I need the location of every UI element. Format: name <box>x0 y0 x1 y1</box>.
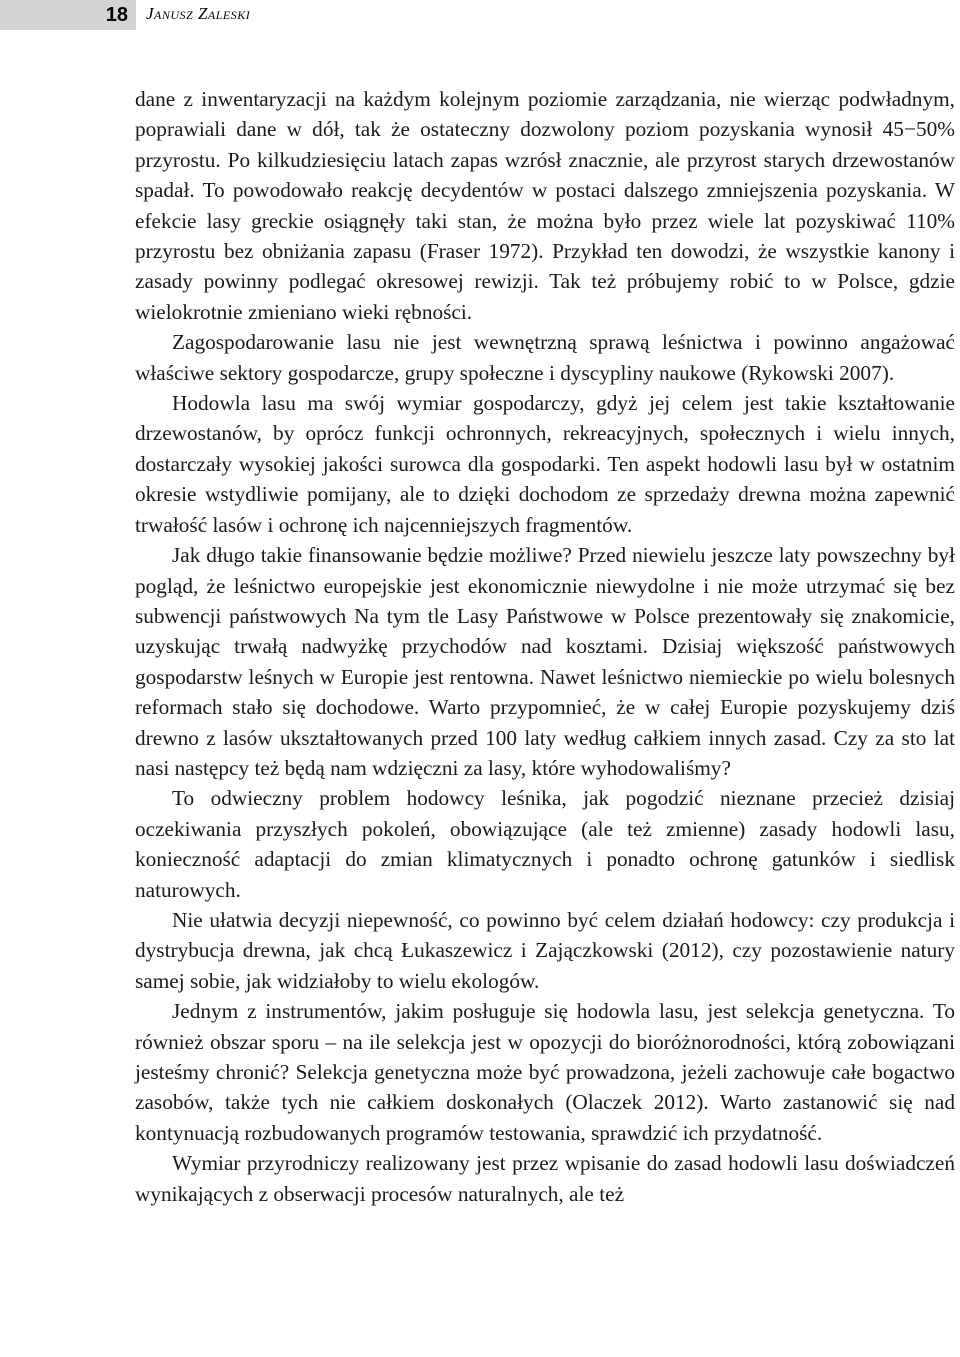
paragraph: To odwieczny problem hodowcy leśnika, jak pogodzić nieznane przecież dzisiaj oczekiwania przyszłych pokoleń, obowiązujące (ale też zmienne) zasady hodowli lasu, konieczność adaptacji do zmian klimatycznych i ponadto ochronę gatunków i siedlisk naturowych. <box>135 786 955 902</box>
paragraph: Zagospodarowanie lasu nie jest wewnętrzną sprawą leśnictwa i powinno angażować właściwe sektory gospodarcze, grupy społeczne i dyscypliny naukowe (Rykowski 2007). <box>135 330 955 385</box>
body-text <box>135 84 955 1209</box>
running-head-author: Janusz Zaleski <box>146 4 251 23</box>
page-number: 18 <box>105 3 128 26</box>
page-number-box <box>0 0 136 30</box>
paragraph: Wymiar przyrodniczy realizowany jest przez wpisanie do zasad hodowli lasu doświadczeń wynikających z obserwacji procesów naturalnych, ale też <box>135 1151 955 1206</box>
paragraph: Jak długo takie finansowanie będzie możliwe? Przed niewielu jeszcze laty powszechny był pogląd, że leśnictwo europejskie jest ekonomicznie niewydolne i nie może utrzymać się bez subwencji państwowych Na tym tle Lasy Państwowe w Polsce prezentowały się znakomicie, uzyskując trwałą nadwyżkę przychodów nad kosztami. Dzisiaj większość państwowych gospodarstw leśnych w Europie jest rentowna. Nawet leśnictwo niemieckie po wielu bolesnych reformach stało się dochodowe. Warto przypomnieć, że w całej Europie pozyskujemy dziś drewno z lasów ukształtowanych przed 100 laty według całkiem innych zasad. Czy za sto lat nasi następcy też będą nam wdzięczni za lasy, które wyhodowaliśmy? <box>135 543 955 780</box>
paragraph: Hodowla lasu ma swój wymiar gospodarczy, gdyż jej celem jest takie kształtowanie drzewostanów, by oprócz funkcji ochronnych, rekreacyjnych, społecznych i wielu innych, dostarczały wysokiej jakości surowca dla gospodarki. Ten aspekt hodowli lasu był w ostatnim okresie wstydliwie pomijany, ale to dzięki dochodom ze sprzedaży drewna można zapewnić trwałość lasów i ochronę ich najcenniejszych fragmentów. <box>135 391 955 537</box>
paragraph: Jednym z instrumentów, jakim posługuje się hodowla lasu, jest selekcja genetyczna. To również obszar sporu – na ile selekcja jest w opozycji do bioróżnorodności, którą zobowiązani jesteśmy chronić? Selekcja genetyczna może być prowadzona, jeżeli zachowuje całe bogactwo zasobów, także tych nie całkiem doskonałych (Olaczek 2012). Warto zastanowić się nad kontynuacją rozbudowanych programów testowania, sprawdzić ich przydatność. <box>135 999 955 1145</box>
paragraph: Nie ułatwia decyzji niepewność, co powinno być celem działań hodowcy: czy produkcja i dystrybucja drewna, jak chcą Łukaszewicz i Zajączkowski (2012), czy pozostawienie natury samej sobie, jak widziałoby to wielu ekologów. <box>135 907 955 993</box>
paragraph: dane z inwentaryzacji na każdym kolejnym poziomie zarządzania, nie wierząc podwładnym, poprawiali dane w dół, tak że ostateczny dozwolony poziom pozyskania wynosił 45−50% przyrostu. Po kilkudziesięciu latach zapas wzrósł znacznie, ale przyrost starych drzewostanów spadał. To powodowało reakcję decydentów w postaci dalszego zmniejszenia pozyskania. W efekcie lasy greckie osiągnęły taki stan, że można było przez wiele lat pozyskiwać 110% przyrostu bez obniżania zapasu (Fraser 1972). Przykład ten dowodzi, że wszystkie kanony i zasady powinny podlegać okresowej rewizji. Tak też próbujemy robić to w Polsce, gdzie wielokrotnie zmieniano wieki rębności. <box>135 87 955 324</box>
running-header <box>0 0 960 30</box>
